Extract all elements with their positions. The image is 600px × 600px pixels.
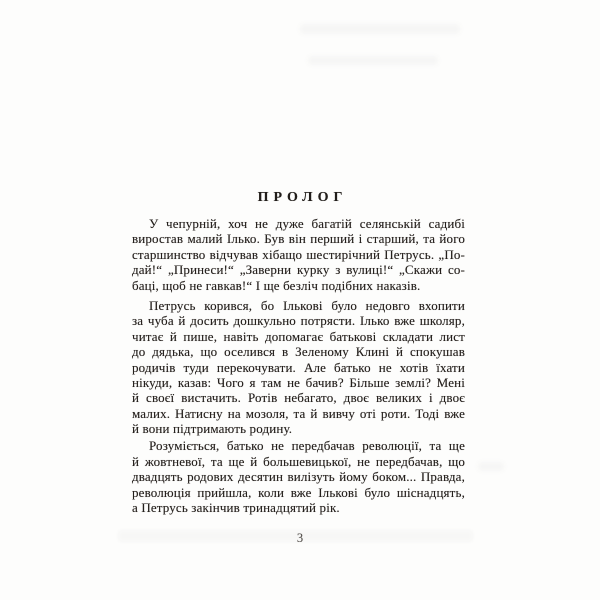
text-line: за чуба й досить дошкульно потрясти. Ілько вже школяр, — [132, 313, 465, 329]
text-line: малих. Натисну на мозоля, та й вивчу оті роти. Тоді вже — [132, 405, 465, 421]
text-line: У чепурній, хоч не дуже багатій селянській садибі — [149, 216, 465, 231]
text-line: двадцять родових десятин вилізуть йому боком... Правда, — [132, 469, 465, 485]
text-line: до дядька, що оселився в Зеленому Клині й спокушав — [132, 344, 465, 360]
text-line: родичів туди перекочувати. Але батько не хотів їхати — [132, 359, 465, 375]
text-line: а Петрусь закінчив тринадцятий рік. — [132, 500, 340, 516]
bleed-through-artifact — [308, 56, 438, 65]
bleed-through-artifact — [478, 462, 504, 471]
text-line: Розуміється, батько не передбачав революції, та ще — [149, 438, 465, 454]
text-line: виростав малий Ілько. Був він перший і старший, та його — [132, 231, 465, 247]
page-title: ПРОЛОГ — [257, 190, 348, 205]
text-line: баці, щоб не гавкав!“ І ще безліч подібних наказів. — [132, 277, 421, 293]
text-line: старшинство відчував хібащо шестирічний Петрусь. „По- — [132, 246, 465, 262]
text-line: й своєї вистачить. Ротів небагато, двоє великих і двоє — [132, 390, 465, 406]
paragraph — [132, 298, 465, 437]
text-line: читає й пише, навіть допомагає батькові складати лист — [132, 328, 465, 344]
text-line: революція прийшла, коли вже Ількові було шіснадцять, — [132, 484, 465, 500]
page-number: 3 — [296, 531, 304, 545]
paragraph — [132, 438, 465, 515]
text-line: й жовтневої, та ще й большевицької, не передбачав, що — [132, 453, 465, 469]
bleed-through-artifact — [300, 24, 460, 34]
text-line: й вони підтримають родину. — [132, 421, 293, 437]
paragraph — [132, 216, 465, 293]
text-line: Петрусь корився, бо Ількові було недовго вхопити — [149, 297, 465, 313]
text-line: нікуди, казав: Чого я там не бачив? Більше землі? Мені — [132, 374, 465, 390]
text-line: дай!“ „Принеси!“ „Заверни курку з вулиці!“ „Скажи со- — [132, 262, 465, 278]
text-block — [132, 216, 465, 515]
